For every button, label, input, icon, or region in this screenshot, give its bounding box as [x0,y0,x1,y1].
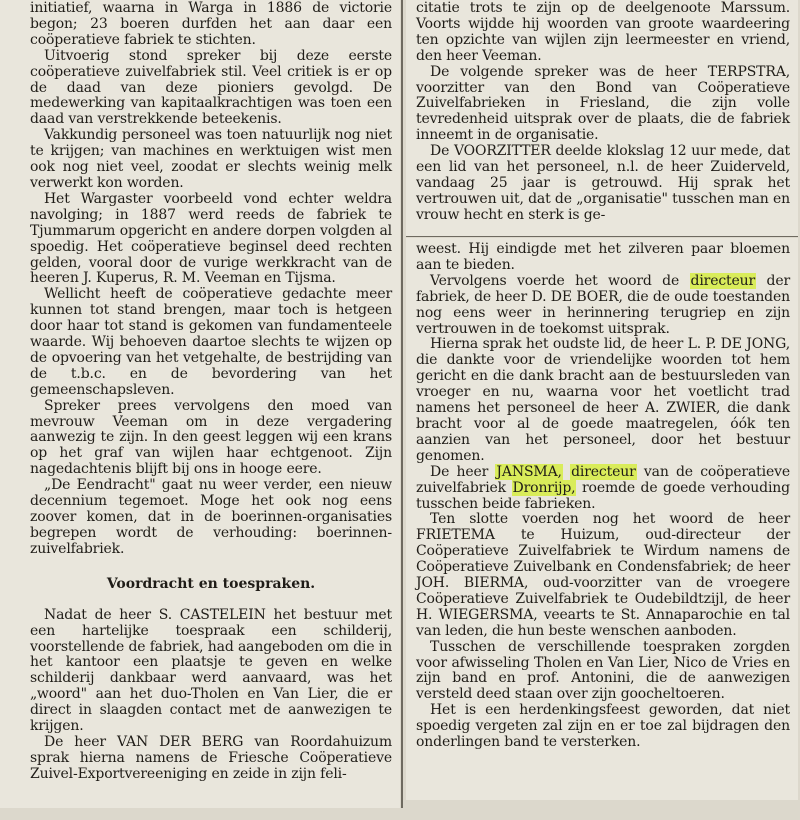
left-column [0,0,400,808]
paragraph: De volgende spreker was de heer TERPSTRA, voorzitter van den Bond van Coöperatieve Zuivelfabrieken in Friesland, die zijn volle tevredenheid uitsprak over de plaats, die de fabriek inneemt in de organisatie. [416,63,790,144]
right-column-bottom [406,238,798,800]
paragraph: citatie trots te zijn op de deelgenoote Marssum. Voorts wijdde hij woorden van groote waardeering ten opzichte van wijlen zijn leermeester en vriend, den heer Veeman. [416,0,790,64]
paragraph: „De Eendracht" gaat nu weer verder, een nieuw decennium tegemoet. Moge het ook nog eens zoover komen, dat in de boerinnen-organisaties begrepen wordt de verhouding: boerinnen-zuivelfabriek. [30,477,392,557]
paragraph: Nadat de heer S. CASTELEIN het bestuur met een hartelijke toespraak een schilderij, voorstellende de fabriek, had aangeboden om die in het kantoor een plaatsje te geven en welke schilderij dankbaar werd aanvaard, was het „woord" aan het duo-Tholen en Van Lier, die er direct in slaagden contact met de aanwezigen te krijgen. [30,606,392,735]
paragraph: De VOORZITTER deelde klokslag 12 uur mede, dat een lid van het personeel, n.l. de heer Zuiderveld, vandaag 25 jaar is getrouwd. Hij sprak het vertrouwen uit, dat de „organisatie" tusschen man en vrouw hecht en sterk is ge- [416,143,790,223]
paragraph: De heer JANSMA, directeur van de coöperatieve zuivelfabriek Dronrijp, roemde de goede verhouding tusschen beide fabrieken. [416,463,790,512]
paragraph: Uitvoerig stond spreker bij deze eerste coöperatieve zuivelfabriek stil. Veel critiek is er op de daad van deze pioniers gevolgd. De medewerking van kapitaalkrachtigen was toen een daad van verstrekkende beteekenis. [30,47,392,128]
paragraph: Hierna sprak het oudste lid, de heer L. P. DE JONG, die dankte voor de vriendelijke woorden tot hem gericht en die dank bracht aan de bestuursleden van vroeger en nu, waarna voor het voetlicht trad namens het personeel de heer A. ZWIER, die dank bracht voor al de goede maatregelen, óók ten aanzien van het personeel, door het bestuur genomen. [416,336,790,464]
paragraph: Vakkundig personeel was toen natuurlijk nog niet te krijgen; van machines en werktuigen wist men ook nog niet veel, zoodat er slechts weinig melk verwerkt kon worden. [30,127,392,191]
paragraph: Het is een herdenkingsfeest geworden, dat niet spoedig vergeten zal zijn en er toe zal bijdragen den onderlingen band te versterken. [416,702,790,751]
highlighted-term: Dronrijp, [512,479,576,496]
paragraph: De heer VAN DER BERG van Roordahuizum sprak hierna namens de Friesche Coöperatieve Zuivel-Exportvereeniging en zeide in zijn feli- [30,733,392,782]
paragraph: weest. Hij eindigde met het zilveren paar bloemen aan te bieden. [416,241,790,273]
paragraph: Ten slotte voerden nog het woord de heer FRIETEMA te Huizum, oud-directeur der Coöperatieve Zuivelfabriek te Wirdum namens de Coöperatieve Zuivelbank en Condensfabriek; de heer JOH. BIERMA, oud-voorzitter van de vroegere Coöperatieve Zuivelfabriek te Oudebildtzijl, de heer H. WIEGERSMA, veearts te St. Annaparochie en tal van leden, die hun beste wenschen aanboden. [416,511,790,639]
paragraph: Het Wargaster voorbeeld vond echter weldra navolging; in 1887 werd reeds de fabriek te Tjummarum opgericht en andere dorpen volgden al spoedig. Het coöperatieve beginsel deed rechten gelden, vooral door de vurige werkkracht van de heeren J. Kuperus, R. M. Veeman en Tijsma. [30,190,392,287]
highlighted-term: JANSMA, [496,463,562,480]
paragraph: initiatief, waarna in Warga in 1886 de victorie begon; 23 boeren durfden het aan daar een coöperatieve fabriek te stichten. [30,0,392,48]
right-column-top [406,0,798,236]
paragraph: Wellicht heeft de coöperatieve gedachte meer kunnen tot stand brengen, maar toch is hetgeen door haar tot stand is gekomen van fundamenteele waarde. Wij behoeven daartoe slechts te wijzen op de opvoering van het vetgehalte, de bestrijding van de t.b.c. en de bevordering van het gemeenschapsleven. [30,286,392,398]
column-divider [401,0,403,808]
section-heading: Voordracht en toespraken. [106,575,316,592]
highlighted-term: directeur [571,463,636,480]
paragraph: Spreker prees vervolgens den moed van mevrouw Veeman om in deze vergadering aanwezig te zijn. In den geest leggen wij een krans op het graf van wijlen haar echtgenoot. Zijn nagedachtenis blijft bij ons in hooge eere. [30,397,392,478]
highlighted-term: directeur [690,272,756,289]
paragraph: Tusschen de verschillende toespraken zorgden voor afwisseling Tholen en Van Lier, Nico de Vries en zijn band en prof. Antonini, die de aanwezigen versteld deed staan over zijn goocheltoeren. [416,638,790,703]
paragraph: Vervolgens voerde het woord de directeur der fabriek, de heer D. DE BOER, die de oude toestanden nog eens weer in herinnering terugriep en zijn vertrouwen in de toekomst uitsprak. [416,272,790,337]
